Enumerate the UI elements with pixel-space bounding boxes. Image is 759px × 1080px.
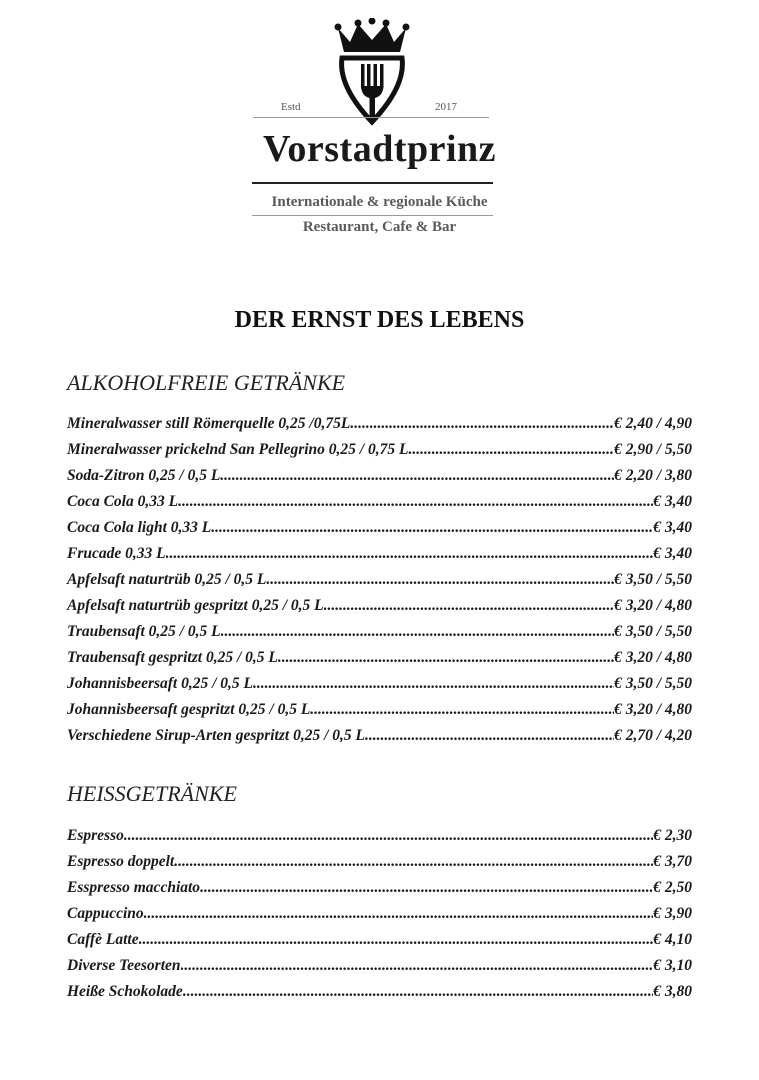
item-price: € 3,40 [653, 493, 692, 510]
item-name: Apfelsaft naturtrüb gespritzt 0,25 / 0,5 L [67, 597, 324, 614]
dot-leader [365, 725, 614, 751]
dot-leader [314, 699, 614, 725]
item-price: € 3,50 / 5,50 [614, 675, 692, 692]
dot-leader [282, 647, 614, 673]
item-price: € 2,20 / 3,80 [614, 467, 692, 484]
menu-item [67, 647, 692, 673]
restaurant-logo [0, 0, 759, 250]
dot-leader [221, 621, 614, 647]
item-name: Soda-Zitron 0,25 / 0,5 L [67, 467, 221, 484]
dot-leader [350, 413, 614, 439]
item-price: € 2,40 / 4,90 [614, 415, 692, 432]
item-price: € 3,40 [653, 519, 692, 536]
menu-item [67, 465, 692, 491]
section-title-hot-drinks: HEISSGETRÄNKE [67, 781, 237, 806]
dot-leader [166, 543, 654, 569]
menu-item [67, 595, 692, 621]
tagline-venue: Restaurant, Cafe & Bar [302, 219, 457, 235]
item-price: € 3,80 [653, 983, 692, 1000]
tagline-cuisine: Internationale & regionale Küche [271, 194, 488, 210]
item-name: Traubensaft 0,25 / 0,5 L [67, 623, 221, 640]
hot-drinks-list [67, 825, 692, 1007]
menu-item [67, 903, 692, 929]
item-price: € 3,50 / 5,50 [614, 571, 692, 588]
brand-divider [252, 182, 493, 184]
menu-item [67, 825, 692, 851]
established-row [253, 100, 489, 120]
item-name: Espresso [67, 827, 124, 844]
menu-item [67, 543, 692, 569]
dot-leader [181, 955, 654, 981]
menu-item [67, 725, 692, 751]
dot-leader [183, 981, 653, 1007]
estd-label: Estd [281, 101, 301, 113]
item-name: Diverse Teesorten [67, 957, 181, 974]
dot-leader [253, 673, 614, 699]
item-name: Johannisbeersaft gespritzt 0,25 / 0,5 L. [67, 701, 315, 718]
dot-leader [200, 877, 653, 903]
item-price: € 3,50 / 5,50 [614, 623, 692, 640]
item-name: Traubensaft gespritzt 0,25 / 0,5 L. [67, 649, 282, 666]
dot-leader [266, 569, 614, 595]
item-price: € 3,20 / 4,80 [614, 597, 692, 614]
menu-item [67, 955, 692, 981]
menu-item [67, 491, 692, 517]
dot-leader [139, 929, 654, 955]
dot-leader [144, 903, 654, 929]
item-name: Caffè Latte [67, 931, 139, 948]
menu-item [67, 851, 692, 877]
dot-leader [220, 465, 614, 491]
dot-leader [211, 517, 653, 543]
non-alcoholic-drinks-list [67, 413, 692, 751]
item-name: Mineralwasser still Römerquelle 0,25 /0,75L [67, 415, 351, 432]
section-title-non-alcoholic: ALKOHOLFREIE GETRÄNKE [67, 370, 346, 395]
menu-item [67, 439, 692, 465]
item-price: € 3,90 [653, 905, 692, 922]
item-name: Heiße Schokolade [67, 983, 183, 1000]
estd-divider [253, 117, 489, 118]
tagline-divider [252, 215, 493, 216]
estd-year: 2017 [435, 101, 457, 113]
item-price: € 2,70 / 4,20 [614, 727, 692, 744]
menu-item [67, 517, 692, 543]
dot-leader [174, 851, 653, 877]
menu-item [67, 621, 692, 647]
dot-leader [408, 439, 614, 465]
item-price: € 2,30 [653, 827, 692, 844]
item-name: Apfelsaft naturtrüb 0,25 / 0,5 L [67, 571, 267, 588]
item-name: Mineralwasser prickelnd San Pellegrino 0,25 / 0,75 L [67, 441, 409, 458]
item-name: Frucade 0,33 L [67, 545, 166, 562]
item-price: € 4,10 [653, 931, 692, 948]
menu-item [67, 981, 692, 1007]
menu-item [67, 929, 692, 955]
page-title: DER ERNST DES LEBENS [234, 307, 525, 333]
menu-item [67, 413, 692, 439]
item-price: € 2,90 / 5,50 [614, 441, 692, 458]
dot-leader [324, 595, 614, 621]
item-name: Cappuccino [67, 905, 144, 922]
dot-leader [178, 491, 653, 517]
item-price: € 3,40 [653, 545, 692, 562]
menu-item [67, 569, 692, 595]
menu-item [67, 877, 692, 903]
item-name: Esspresso macchiato [67, 879, 201, 896]
brand-name: Vorstadtprinz [262, 128, 497, 170]
item-name: Johannisbeersaft 0,25 / 0,5 L [67, 675, 254, 692]
item-name: Verschiedene Sirup-Arten gespritzt 0,25 / 0,5 L [67, 727, 365, 744]
item-name: Coca Cola 0,33 L [67, 493, 179, 510]
item-price: € 3,70 [653, 853, 692, 870]
item-price: € 3,20 / 4,80 [614, 649, 692, 666]
item-price: € 3,10 [653, 957, 692, 974]
menu-item [67, 673, 692, 699]
dot-leader [124, 825, 653, 851]
item-name: Espresso doppelt [67, 853, 175, 870]
item-price: € 3,20 / 4,80 [614, 701, 692, 718]
item-price: € 2,50 [653, 879, 692, 896]
menu-item [67, 699, 692, 725]
item-name: Coca Cola light 0,33 L [67, 519, 212, 536]
